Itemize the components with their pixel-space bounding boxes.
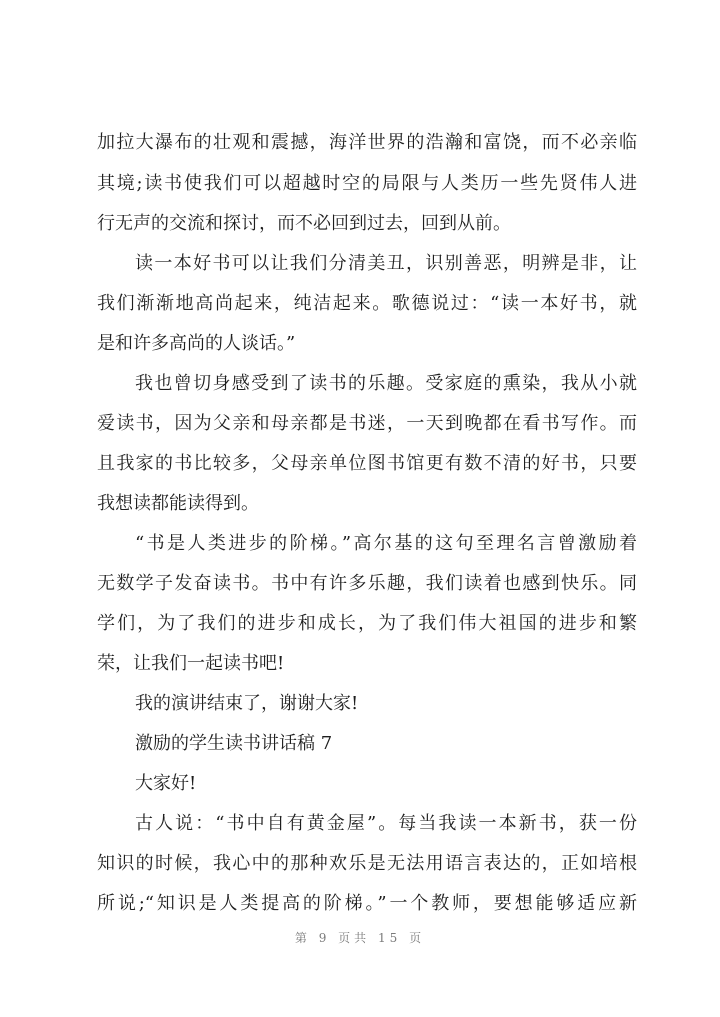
text-line: 爱读书，因为父亲和母亲都是书迷，一天到晚都在看书写作。而: [97, 413, 637, 434]
text-line: 行无声的交流和探讨，而不必回到过去，回到从前。: [97, 213, 511, 234]
text-line: 知识的时候，我心中的那种欢乐是无法用语言表达的，正如培根: [97, 853, 637, 874]
text-line: “书是人类进步的阶梯。”高尔基的这句至理名言曾激励着: [135, 533, 637, 554]
section-heading: 激励的学生读书讲话稿 7: [135, 733, 333, 754]
text-line: 大家好!: [135, 773, 197, 794]
text-line: 古人说：“书中自有黄金屋”。每当我读一本新书，获一份: [135, 813, 637, 834]
text-line: 我也曾切身感受到了读书的乐趣。受家庭的熏染，我从小就: [135, 373, 637, 394]
text-line: 无数学子发奋读书。书中有许多乐趣，我们读着也感到快乐。同: [97, 573, 637, 594]
text-line: 所说;“知识是人类提高的阶梯。”一个教师，要想能够适应新: [97, 893, 637, 914]
text-line: 我们渐渐地高尚起来，纯洁起来。歌德说过：“读一本好书，就: [97, 293, 637, 314]
text-line: 其境;读书使我们可以超越时空的局限与人类历一些先贤伟人进: [97, 173, 637, 194]
page-number-footer: 第 9 页共 15 页: [294, 931, 426, 945]
text-line: 且我家的书比较多，父母亲单位图书馆更有数不清的好书，只要: [97, 453, 637, 474]
text-line: 加拉大瀑布的壮观和震撼，海洋世界的浩瀚和富饶，而不必亲临: [97, 132, 637, 153]
text-line: 是和许多高尚的人谈话。”: [97, 333, 296, 354]
text-line: 我想读都能读得到。: [97, 493, 259, 514]
text-line: 我的演讲结束了，谢谢大家!: [135, 693, 359, 714]
text-line: 荣，让我们一起读书吧!: [97, 653, 285, 674]
text-line: 学们，为了我们的进步和成长，为了我们伟大祖国的进步和繁: [97, 613, 637, 634]
text-line: 读一本好书可以让我们分清美丑，识别善恶，明辨是非，让: [135, 253, 637, 274]
